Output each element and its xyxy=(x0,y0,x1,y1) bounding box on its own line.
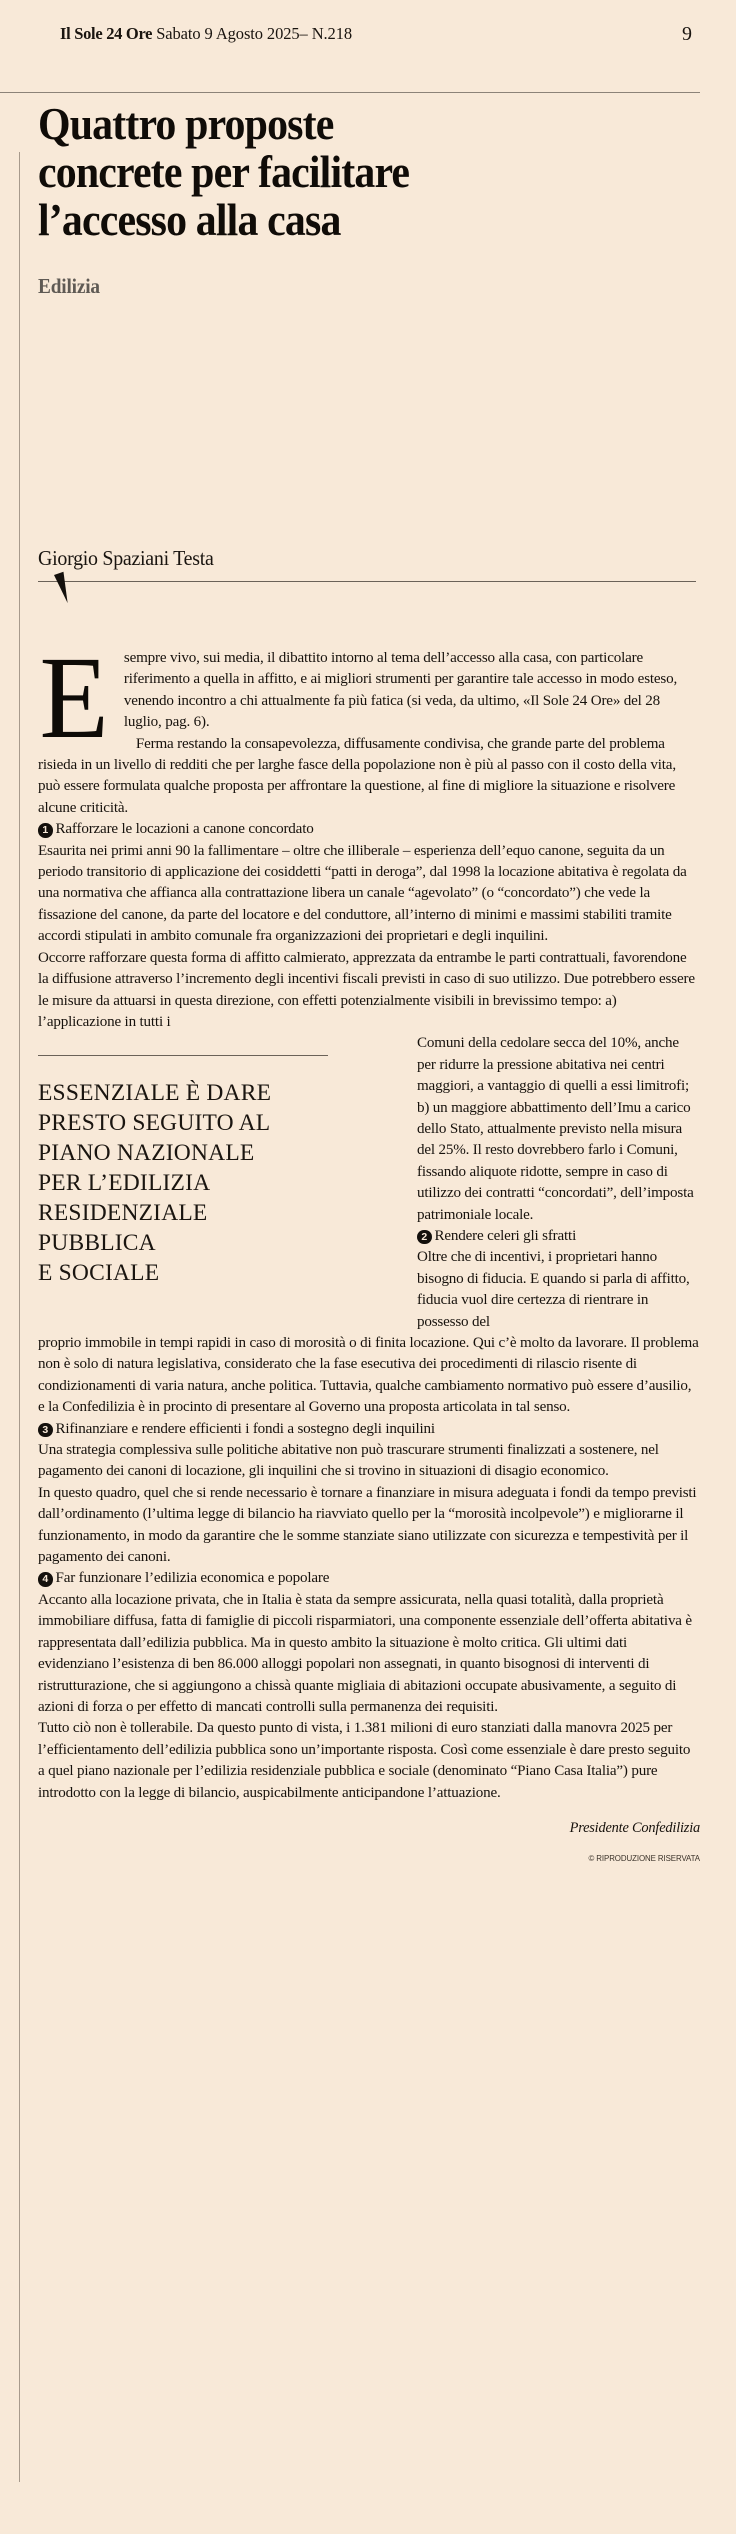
drop-cap: E xyxy=(39,632,109,763)
headline-block xyxy=(38,100,700,299)
page-number: 9 xyxy=(682,22,692,45)
float-paragraph-1: Comuni della cedolare secca del 10%, anche per ridurre la pressione abitativa nei centri maggiori, a vantaggio di quelli a essi limitrofi; b) un maggiore abbattimento dell’Imu a carico dello Stato, attualmente previsto nella misura del 25%. Il resto dovrebbero farlo i Comuni, fissando aliquote ridotte, sempre in caso di utilizzo dei contratti “concordati”, dell’imposta patrimoniale locale. xyxy=(417,1035,694,1223)
issue-date: Sabato 9 Agosto 2025– N.218 xyxy=(152,24,352,43)
byline xyxy=(38,546,700,582)
pullquote-line-3: PIANO NAZIONALE xyxy=(38,1140,255,1167)
byline-divider xyxy=(38,581,696,582)
proposal-3-paragraph-2: In questo quadro, quel che si rende necessario è tornare a finanziare in misura adeguata i fondi da tempo previsti dall’ordinamento (l’ultima legge di bilancio ha riavviato quello per la “morosità incolpevole”) e migliorarne il funzionamento, in modo da garantire che le somme stanziate siano utilizzate con sicurezza e tempestività per il pagamento dei canoni. xyxy=(38,1484,697,1566)
proposal-2-heading xyxy=(417,1226,700,1247)
proposal-1-paragraph-2: Occorre rafforzare questa forma di affitto calmierato, apprezzata da entrambe le parti contrattuali, favorendone la diffusione attraverso l’incremento degli incentivi fiscali previsti in caso di suo utilizzo. Due potrebbero essere le misure da attuarsi in questa direzione, con effetti potenzialmente visibili in brevissimo tempo: a) l’applicazione in tutti i xyxy=(38,949,695,1030)
author-role: Presidente Confedilizia xyxy=(569,1819,700,1836)
left-margin-rule xyxy=(19,152,20,2482)
proposal-2-continuation: proprio immobile in tempi rapidi in caso di morosità o di finita locazione. Qui c’è molto da lavorare. Il problema non è solo di natura legislativa, considerato che la fase esecutiva dei procedimenti di rilascio risente di condizionamenti di varia natura, anche politica. Tuttavia, qualche cambiamento normativo può essere d’ausilio, e la Confedilizia è in procinto di presentare al Governo una proposta articolata in tal senso. xyxy=(38,1335,699,1416)
pullquote xyxy=(38,1078,328,1288)
pullquote-line-6: PUBBLICA xyxy=(38,1230,156,1257)
lede-paragraph xyxy=(38,632,700,819)
grave-accent-icon xyxy=(54,572,70,606)
lede-text-1: sempre vivo, sui media, il dibattito intorno al tema dell’accesso alla casa, con particolare riferimento a quella in affitto, e ai migliori strumenti per garantire tale accesso in modo esteso, venendo incontro a chi attualmente fa più fatica (si veda, da ultimo, «Il Sole 24 Ore» del 28 luglio, pag. 6). xyxy=(123,650,678,731)
proposal-3-heading xyxy=(38,1419,700,1440)
article-body xyxy=(38,632,700,1870)
headline-line-2: concrete per facilitare xyxy=(38,147,410,198)
proposal-1-paragraph-1: Esaurita nei primi anni 90 la fallimentare – oltre che illiberale – esperienza dell’equo canone, seguita da un periodo transitorio di applicazione dei cosiddetti “patti in deroga”, dal 1998 la locazione abitativa è regolata da una normativa che affianca alla contrattazione libera un canale “agevolato” (o “concordato”) che vede la fissazione del canone, da parte del locatore e del conduttore, all’interno di minimi e massimi stabiliti tramite accordi stipulati in ambito comunale fra organizzazioni dei proprietari e degli inquilini. xyxy=(38,842,687,945)
page-title xyxy=(38,100,429,244)
pullquote-line-2: PRESTO SEGUITO AL xyxy=(38,1110,271,1137)
number-badge-3: 3 xyxy=(38,1423,53,1438)
proposal-4-heading xyxy=(38,1568,700,1589)
pullquote-divider xyxy=(38,1055,328,1056)
number-badge-2: 2 xyxy=(417,1230,432,1245)
float-column-right xyxy=(417,1033,700,1333)
lede-text-2: Ferma restando la consapevolezza, diffusamente condivisa, che grande parte del problema risieda in un livello di redditi che per larghe fasce della popolazione non è più al passo con il costo della vita, può essere formulata qualche proposta per affrontare la questione, al fine di migliore la situazione e risolvere alcune criticità. xyxy=(38,735,676,816)
proposal-1-heading xyxy=(38,819,700,840)
proposal-3-paragraph-1: Una strategia complessiva sulle politiche abitative non può trascurare strumenti finalizzati a sostenere, nel pagamento dei canoni di locazione, gli inquilini che si trovino in situazioni di disagio economico. xyxy=(38,1442,659,1480)
masthead-left xyxy=(60,24,682,44)
copyright-notice: © RIPRODUZIONE RISERVATA xyxy=(588,1853,700,1864)
number-badge-1: 1 xyxy=(38,823,53,838)
author-name: Giorgio Spaziani Testa xyxy=(38,546,214,570)
float-paragraph-2: Oltre che di incentivi, i proprietari hanno bisogno di fiducia. E quando si parla di affitto, fiducia vuol dire certezza di rientrare in possesso del xyxy=(417,1249,690,1330)
headline-line-3: l’accesso alla casa xyxy=(38,195,341,246)
headline-line-1: Quattro proposte xyxy=(38,99,334,149)
proposal-3-title: Rifinanziare e rendere efficienti i fondi a sostegno degli inquilini xyxy=(55,1420,435,1437)
pullquote-line-1: ESSENZIALE È DARE xyxy=(38,1080,272,1107)
proposal-4-paragraph-1: Accanto alla locazione privata, che in Italia è stata da sempre assicurata, nella quasi totalità, dalla proprietà immobiliare diffusa, fatta di famiglie di piccoli risparmiatori, una componente essenziale dell’offerta abitativa è rappresentata dall’edilizia pubblica. Ma in questo ambito la situazione è molto critica. Gli ultimi dati evidenziano l’esistenza di ben 86.000 alloggi popolari non assegnati, in quanto bisognosi di interventi di ristrutturazione, che si aggiungono a chissà quante migliaia di abitazioni occupate abusivamente, a seguito di azioni di forza o per effetto di mancati controlli sulla permanenza dei requisiti. xyxy=(38,1591,692,1715)
split-section xyxy=(38,1033,700,1333)
proposal-2-title: Rendere celeri gli sfratti xyxy=(434,1227,577,1244)
pullquote-line-5: RESIDENZIALE xyxy=(38,1200,208,1227)
pullquote-line-7: E SOCIALE xyxy=(38,1260,160,1287)
proposal-1-title: Rafforzare le locazioni a canone concordato xyxy=(55,821,314,838)
masthead xyxy=(0,0,736,68)
pullquote-block xyxy=(38,1033,338,1288)
proposal-4-paragraph-2: Tutto ciò non è tollerabile. Da questo punto di vista, i 1.381 milioni di euro stanziati dalla manovra 2025 per l’efficientamento dell’edilizia pubblica sono un’importante risposta. Così come essenziale è dare presto seguito a quel piano nazionale per l’edilizia residenziale pubblica e sociale (denominato “Piano Casa Italia”) pure introdotto con la legge di bilancio, auspicabilmente anticipandone l’attuazione. xyxy=(38,1720,691,1801)
section-kicker: Edilizia xyxy=(38,274,100,299)
number-badge-4: 4 xyxy=(38,1572,53,1587)
proposal-4-title: Far funzionare l’edilizia economica e popolare xyxy=(55,1570,330,1587)
publication-name: Il Sole 24 Ore xyxy=(60,24,153,43)
masthead-divider xyxy=(0,92,700,93)
pullquote-line-4: PER L’EDILIZIA xyxy=(38,1170,211,1197)
